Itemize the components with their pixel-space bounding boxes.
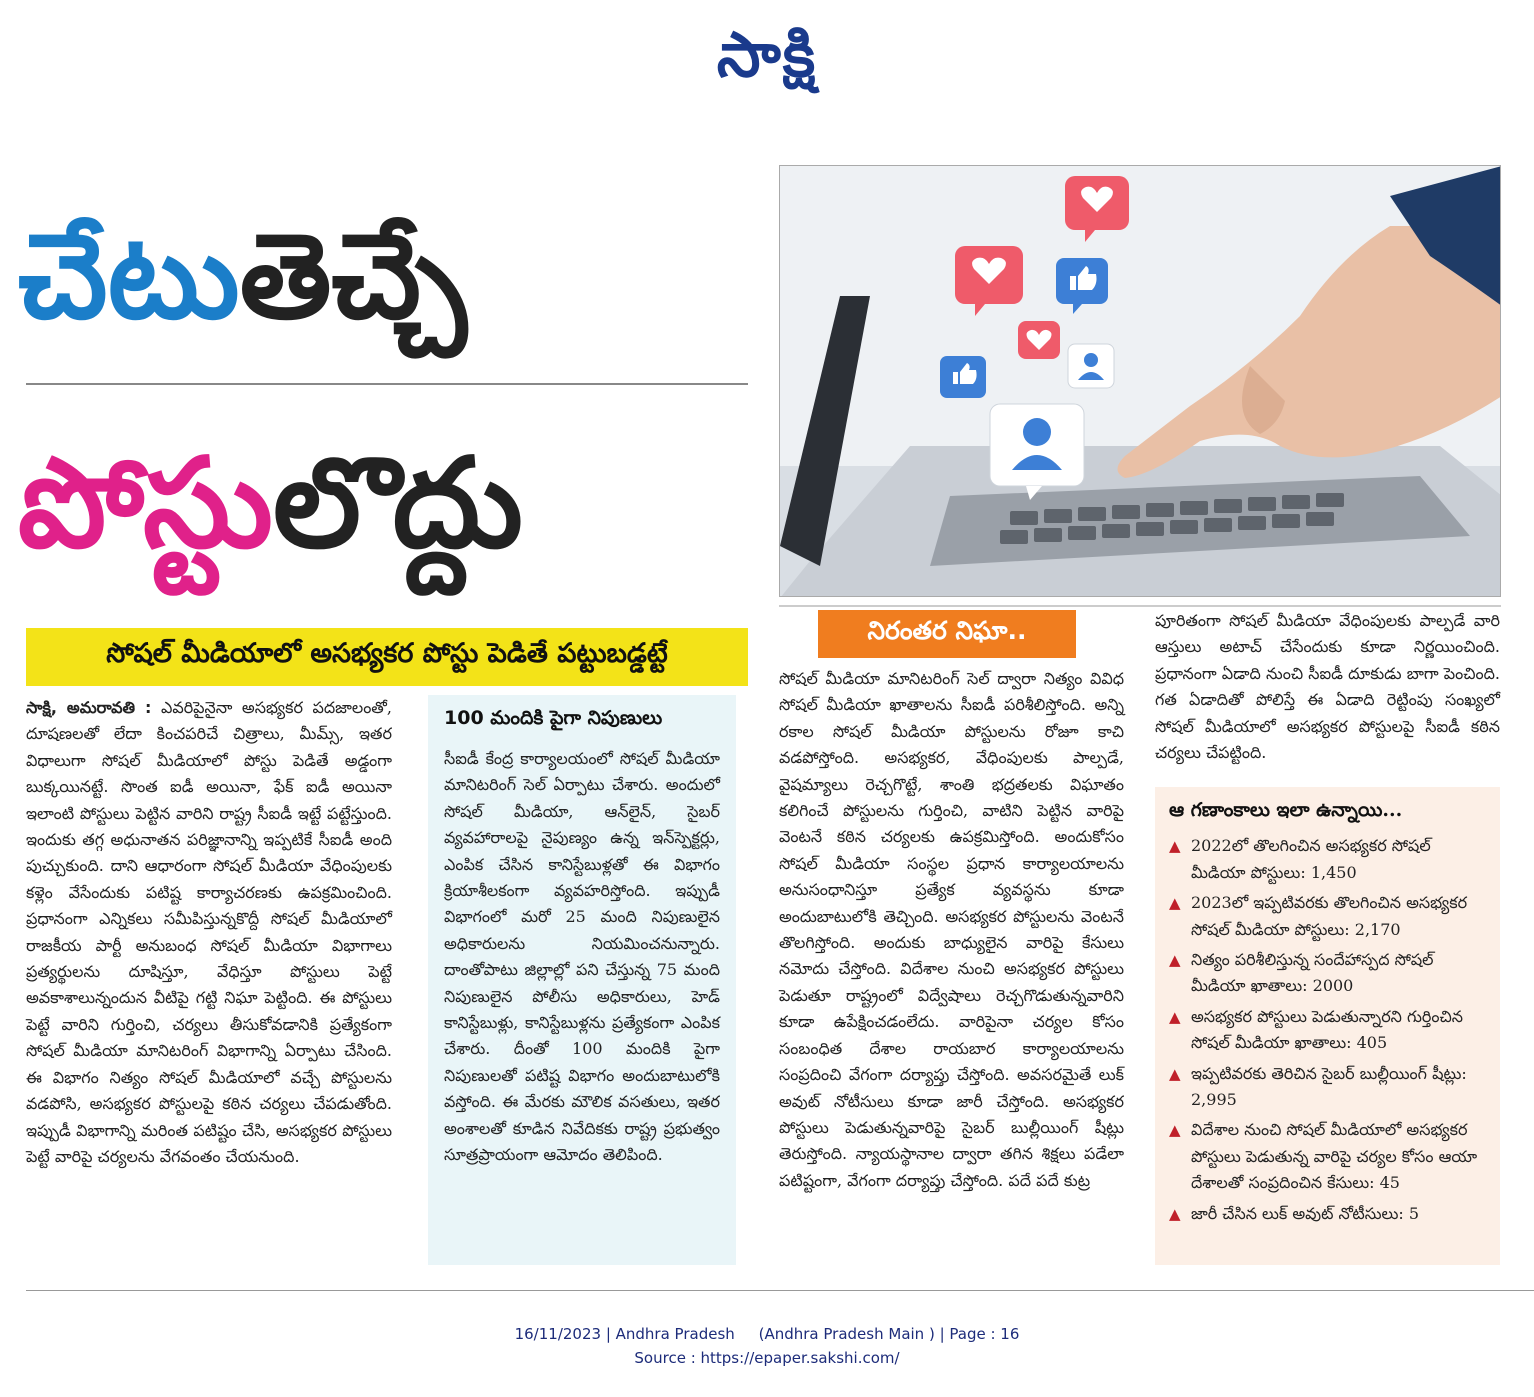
- stat-item: [1169, 890, 1486, 943]
- triangle-bullet-icon: ▲: [1169, 894, 1181, 913]
- stat-item-text: జారీ చేసిన లుక్ అవుట్ నోటీసులు: 5: [1191, 1203, 1420, 1223]
- headline-pink-word: పోస్టు: [18, 432, 273, 576]
- article-dateline: సాక్షి, అమరావతి :: [26, 698, 152, 717]
- stat-item: [1169, 1004, 1486, 1057]
- subheadline-text: సోషల్ మీడియాలో అసభ్యకర పోస్టు పెడితే పట్టుబడ్డట్టే: [106, 638, 668, 669]
- stat-item: [1169, 1201, 1486, 1227]
- stat-item: [1169, 947, 1486, 1000]
- headline-blue-word: చేటు: [18, 207, 240, 345]
- footer-edition-info: 16/11/2023 | Andhra Pradesh (Andhra Pradesh Main ) | Page : 16: [514, 1325, 1020, 1343]
- stat-item-text: ఇప్పటివరకు తెరిచిన సైబర్ బుల్లీయింగ్ షీట్లు: 2,995: [1191, 1063, 1467, 1110]
- footer-divider: [26, 1290, 1534, 1291]
- stat-item: [1169, 1117, 1486, 1196]
- headline-dark-word-1: తెచ్చే: [239, 207, 467, 345]
- triangle-bullet-icon: ▲: [1169, 837, 1181, 856]
- stat-item: [1169, 1061, 1486, 1114]
- masthead: [0, 18, 1534, 108]
- experts-sidebar-box: [428, 695, 736, 1265]
- triangle-bullet-icon: ▲: [1169, 1007, 1181, 1026]
- article-photo: [779, 165, 1501, 597]
- headline-line-1: [18, 170, 753, 382]
- section-tag: [818, 610, 1076, 658]
- subheadline-banner: [26, 628, 748, 686]
- user-profile-icon: [1068, 344, 1114, 388]
- experts-sidebar-title: 100 మందికి పైగా నిపుణులు: [444, 707, 663, 729]
- stat-item-text: నిత్యం పరిశీలిస్తున్న సందేహాస్పద సోషల్ మీడియా ఖాతాలు: 2000: [1191, 950, 1434, 996]
- triangle-bullet-icon: ▲: [1169, 1064, 1181, 1083]
- triangle-bullet-icon: ▲: [1169, 1204, 1181, 1223]
- article-column-3: సోషల్ మీడియా మానిటరింగ్ సెల్ ద్వారా నిత్యం వివిధ సోషల్ మీడియా ఖాతాలను సీఐడీ పరిశీలిస్తోంది. అన్ని రకాల సోషల్ మీడియా పోస్టులను రోజూ కాచి వడపోస్తోంది. అసభ్యకర, వేధింపులకు పాల్పడే, వైషమ్యాలు రెచ్చగొట్టే, శాంతి భద్రతలకు విఘాతం కలిగించే పోస్టులను గుర్తించి, వాటిని పెట్టిన వారిపై వెంటనే కఠిన చర్యలకు ఉపక్రమిస్తోంది. అందుకోసం సోషల్ మీడియా సంస్థల ప్రధాన కార్యాలయాలను అనుసంధానిస్తూ ప్రత్యేక వ్యవస్థను కూడా అందుబాటులోకి తెచ్చింది. అసభ్యకర పోస్టులను వెంటనే తొలగిస్తోంది. అందుకు బాధ్యులైన వారిపై కేసులు నమోదు చేస్తోంది. విదేశాల నుంచి అసభ్యకర పోస్టులు పెడుతూ రాష్ట్రంలో విద్వేషాలు రెచ్చగొడుతున్నవారిని కూడా ఉపేక్షించడంలేదు. వారిపైనా చర్యల కోసం సంబంధిత దేశాల రాయబార కార్యాలయాలను సంప్రదించి వేగంగా దర్యాప్తు చేస్తోంది. అవసరమైతే లుక్ అవుట్ నోటీసులు కూడా జారీ చేస్తోంది. అసభ్యకర పోస్టులు పెడుతున్నవారిపై సైబర్ బుల్లీయింగ్ షీట్లు తెరుస్తోంది. న్యాయస్థానాల ద్వారా తగిన శిక్షలు పడేలా పటిష్టంగా, వేగంగా దర్యాప్తు చేస్తోంది. పదే పదే కుట్ర: [779, 669, 1124, 1190]
- section-tag-text: నిరంతర నిఘా..: [867, 616, 1027, 645]
- triangle-bullet-icon: ▲: [1169, 1121, 1181, 1140]
- triangle-bullet-icon: ▲: [1169, 951, 1181, 970]
- headline-divider: [26, 383, 748, 385]
- article-column-4: పూరితంగా సోషల్ మీడియా వేధింపులకు పాల్పడే వారి ఆస్తులు అటాచ్ చేసేందుకు కూడా నిర్ణయించింది. ప్రధానంగా ఏడాది నుంచి సీఐడీ దూకుడు బాగా పెంచింది. గత ఏడాదితో పోలిస్తే ఈ ఏడాది రెట్టింపు సంఖ్యలో సోషల్ మీడియాలో అసభ్యకర పోస్టులపై సీఐడీ కఠిన చర్యలు చేపట్టింది.: [1155, 611, 1500, 763]
- stat-item: [1169, 833, 1486, 886]
- laptop-social-media-illustration: [780, 166, 1501, 597]
- stat-item-text: విదేశాల నుంచి సోషల్ మీడియాలో అసభ్యకర పోస్టులు పెడుతున్న వారిపై చర్యల కోసం ఆయా దేశాలతో సంప్రదించిన కేసులు: 45: [1191, 1120, 1478, 1193]
- photo-divider: [779, 605, 1501, 607]
- statistics-title: ఆ గణాంకాలు ఇలా ఉన్నాయి...: [1169, 799, 1403, 821]
- page-footer: [0, 1322, 1534, 1370]
- like-thumb-icon-2: [940, 356, 986, 398]
- stat-item-text: 2023లో ఇప్పటివరకు తొలగించిన అసభ్యకర సోషల్ మీడియా పోస్టులు: 2,170: [1191, 893, 1468, 939]
- stat-item-text: 2022లో తొలగించిన అసభ్యకర సోషల్ మీడియా పోస్టులు: 1,450: [1191, 836, 1431, 882]
- article-column-1: [26, 695, 392, 1170]
- statistics-box: [1155, 787, 1500, 1265]
- article-body-1: ఎవరిపైనైనా అసభ్యకర పదజాలంతో, దూషణలతో లేదా కించపరిచే చిత్రాలు, మీమ్స్, ఇతర విధాలుగా సోషల్ మీడియాలో పోస్టు పెడితే అడ్డంగా బుక్కయినట్టే. సొంత ఐడీ అయినా, ఫేక్ ఐడీ అయినా ఇలాంటి పోస్టులు పెట్టిన వారిని రాష్ట్ర సీఐడీ ఇట్టే పట్టేస్తుంది. ఇందుకు తగ్గ అధునాతన పరిజ్ఞానాన్ని ఇప్పటికే సీఐడీ అంది పుచ్చుకుంది. దాని ఆధారంగా సోషల్ మీడియా వేధింపులకు కళ్లెం వేసేందుకు పటిష్ట కార్యాచరణకు ఉపక్రమించింది. ప్రధానంగా ఎన్నికలు సమీపిస్తున్నకొద్దీ సోషల్ మీడియాలో రాజకీయ పార్టీ అనుబంధ సోషల్ మీడియా విభాగాలు ప్రత్యర్థులను దూషిస్తూ, వేధిస్తూ పోస్టులు పెట్టే అవకాశాలున్నందున వీటిపై గట్టి నిఘా పెట్టింది. ఈ పోస్టులు పెట్టే వారిని గుర్తించి, చర్యలు తీసుకోవడానికి ప్రత్యేకంగా సోషల్ మీడియా మానిటరింగ్ విభాగాన్ని ఏర్పాటు చేసింది. ఈ విభాగం నిత్యం సోషల్ మీడియాలో వచ్చే పోస్టులను వడపోసి, అసభ్యకర పోస్టులపై కఠిన చర్యలు చేపడుతోంది. ఇప్పుడీ విభాగాన్ని మరింత పటిష్టం చేసి, అసభ్యకర పోస్టులు పెట్టే వారిపై చర్యలను వేగవంతం చేయనుంది.: [26, 698, 393, 1166]
- experts-sidebar-body: సీఐడీ కేంద్ర కార్యాలయంలో సోషల్ మీడియా మానిటరింగ్ సెల్ ఏర్పాటు చేశారు. అందులో సోషల్ మీడియా, ఆన్‌లైన్, సైబర్ వ్యవహారాలపై నైపుణ్యం ఉన్న ఇన్‌స్పెక్టర్లు, ఎంపిక చేసిన కానిస్టేబుళ్లతో ఈ విభాగం క్రియాశీలకంగా వ్యవహరిస్తోంది. ఇప్పుడీ విభాగంలో మరో 25 మంది నిపుణులైన అధికారులను నియమించనున్నారు. దాంతోపాటు జిల్లాల్లో పని చేస్తున్న 75 మంది నిపుణులైన పోలీసు అధికారులు, హెడ్ కానిస్టేబుళ్లు, కానిస్టేబుళ్లను ప్రత్యేకంగా ఎంపిక చేశారు. దీంతో 100 మందికి పైగా నిపుణులతో పటిష్ట విభాగం అందుబాటులోకి వస్తోంది. ఈ మేరకు మౌలిక వసతులు, ఇతర అంశాలతో కూడిన నివేదికకు రాష్ట్ర ప్రభుత్వం సూత్రప్రాయంగా ఆమోదం తెలిపింది.: [444, 749, 720, 1165]
- headline-line-2: [18, 388, 753, 620]
- headline-dark-word-2: లొద్దు: [272, 432, 523, 576]
- sakshi-logo: సాక్షి: [716, 18, 818, 91]
- stat-item-text: అసభ్యకర పోస్టులు పెడుతున్నారని గుర్తించిన సోషల్ మీడియా ఖాతాలు: 405: [1191, 1006, 1463, 1053]
- user-profile-icon-large: [990, 404, 1084, 500]
- heart-reaction-icon-3: [1018, 321, 1060, 359]
- footer-source-link[interactable]: Source : https://epaper.sakshi.com/: [634, 1349, 900, 1367]
